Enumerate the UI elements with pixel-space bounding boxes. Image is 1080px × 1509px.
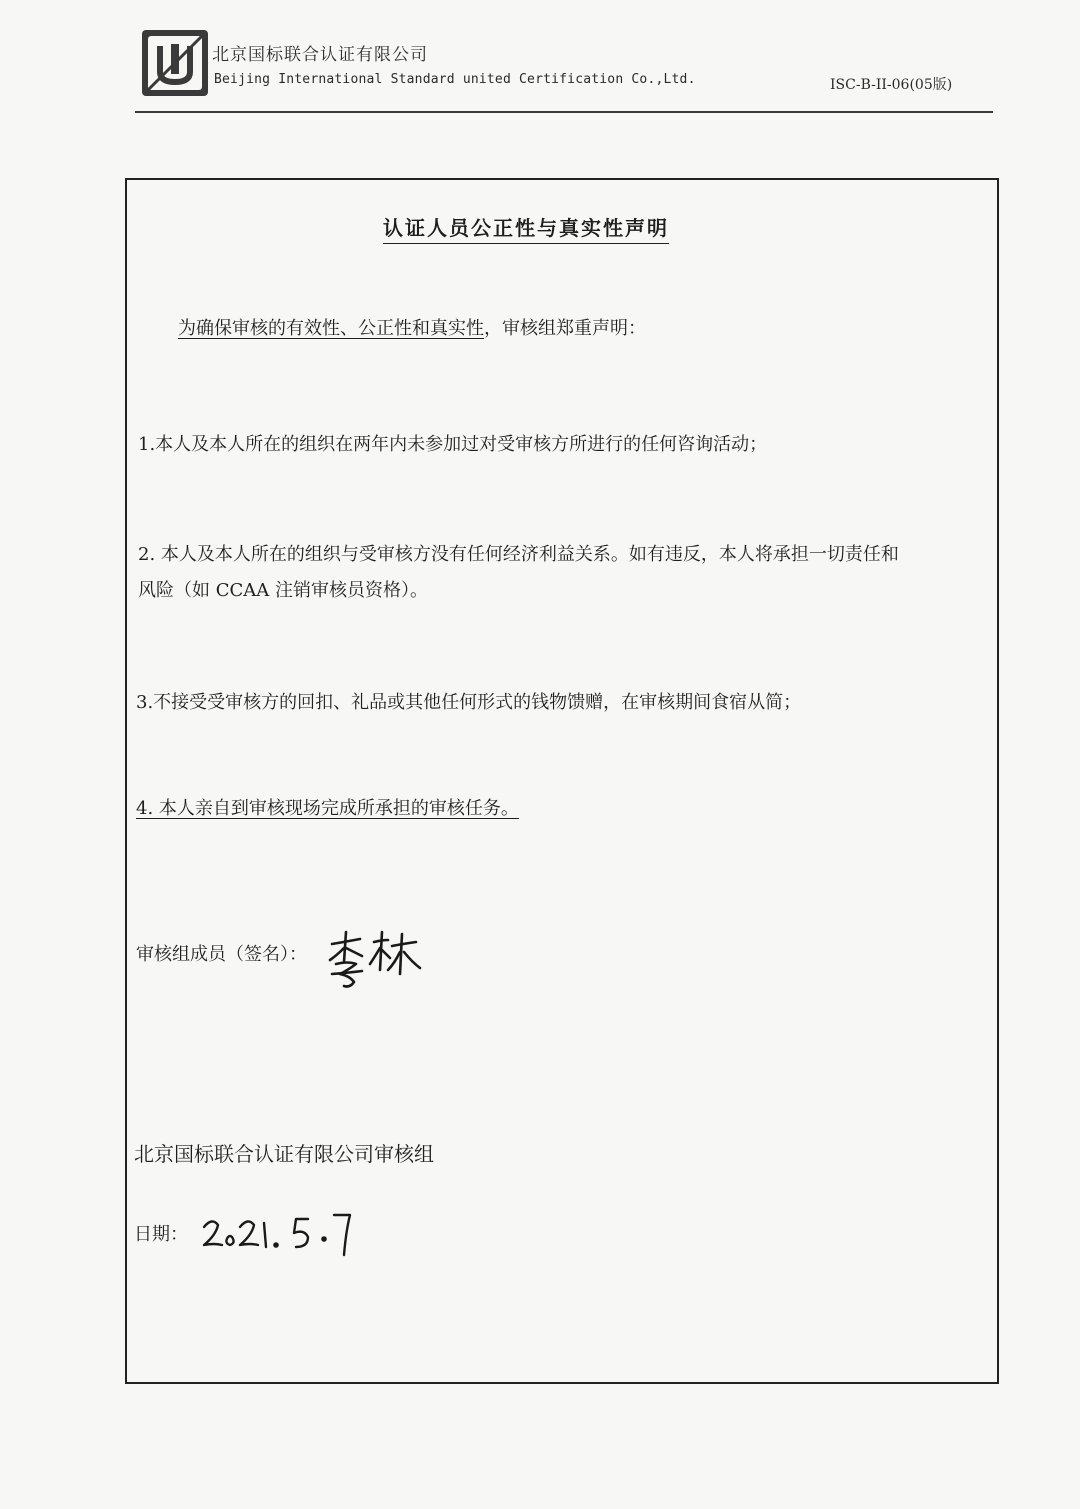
- document-header: [0, 0, 1080, 120]
- member-signature-label: 审核组成员（签名）：: [136, 944, 307, 965]
- intro-text: ，审核组郑重声明：: [484, 318, 646, 339]
- declaration-item-2-line-2: 风险（如 CCAA 注销审核员资格）。: [138, 580, 428, 601]
- declaration-frame: [125, 178, 999, 1384]
- declaration-item-4: 4. 本人亲自到审核现场完成所承担的审核任务。: [136, 798, 519, 819]
- intro-underlined-text: 为确保审核的有效性、公正性和真实性: [178, 318, 484, 339]
- declaration-item-1: 1.本人及本人所在的组织在两年内未参加过对受审核方所进行的任何咨询活动；: [138, 434, 768, 455]
- declaration-title: 认证人员公正性与真实性声明: [383, 212, 669, 244]
- date-label: 日期：: [134, 1224, 188, 1245]
- declaration-item-3: 3.不接受受审核方的回扣、礼品或其他任何形式的钱物馈赠，在审核期间食宿从简；: [136, 692, 802, 713]
- company-name-en: Beijing International Standard united Certification Co.,Ltd.: [214, 72, 696, 87]
- handwritten-date: [200, 1205, 360, 1261]
- declaration-item-2-line-1: 2. 本人及本人所在的组织与受审核方没有任何经济利益关系。如有违反，本人将承担一切责任和: [138, 544, 899, 565]
- intro-paragraph: [178, 314, 646, 340]
- company-name-cn: 北京国标联合认证有限公司: [212, 45, 428, 65]
- member-handwritten-signature: [326, 928, 426, 990]
- header-divider: [135, 111, 993, 113]
- form-code: ISC-B-II-06(05版): [830, 77, 953, 93]
- company-logo-icon: [140, 28, 210, 98]
- audit-team-organization: 北京国标联合认证有限公司审核组: [134, 1142, 434, 1166]
